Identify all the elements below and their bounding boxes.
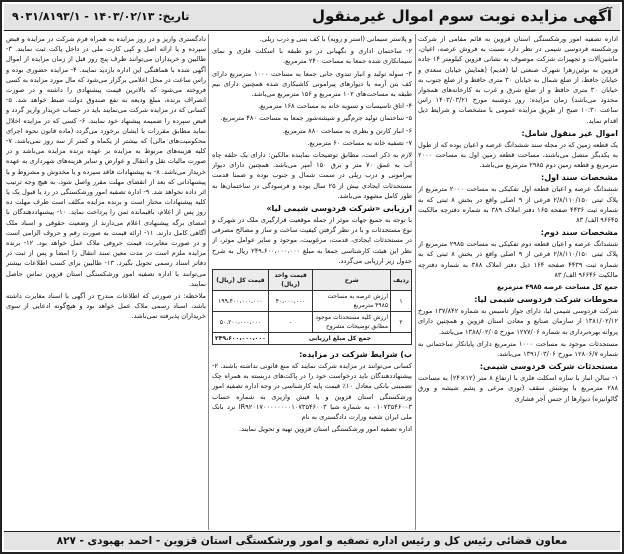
paragraph: ۲- ساختمان اداری و نگهبانی در دو طبقه با اسکلت فلزی و نمای سیمانکاری شده جمعا به مساحت ۲۴۰ مترمربع. — [212, 47, 412, 66]
section-heading: اموال غیر منقول شامل: — [521, 128, 618, 138]
section-heading: مشخصات سند اول: — [541, 173, 618, 183]
paragraph: اداره تصفیه امور ورشکستگی استان قزوین تهیه و تحویل نمایند. — [239, 425, 412, 434]
paragraph: مستحدثات موجود به مساحت ۱۰۰۰ مترمربع دارای پایانکار ساختمانی به شماره ۱۲۸۰۶/۷ مورخ ۱۳۹۱/۰۳/۰۶ می‌باشد. — [418, 339, 618, 359]
paragraph: ۳- سوله تولید و انبار تندوی جانی جمعا به مساحت ۱۰۰۰ مترمربع دارای کف بتن آرمه با دیوارهای پیرامونی کاشیکاری شده همچنین دارای نیم طبقه به مساحت‌های ۱۰۲ مترمربع و ۱۵۶ مترمربع می‌باشد. — [212, 69, 412, 99]
intro-paragraph: اداره تصفیه امور ورشکستگی استان قزوین به قائم مقامی از شرکت ورشکسته فردوسی شیمی در نظر دارد نسبت به فروش عرصه، اعیان، ماشین‌آلات و تجهیزات شرکت موصوف به نشانی قزوین کیلومتر ۱۴ جاده قزوین به بوئین‌زهرا شهرک صنعتی لیا (قدیم) (همایش خیابان سعدی و خیابان حافظ، از ضلع شمال به خیابان ۳۰ متری حافظ و از ضلع جنوب به خیابان ۳۰ متری حافظ و از ضلع شرق و غرب به کارخانه‌های همجوار محدود می‌باشد) زمان مزایده: روز دوشنبه مورخ ۱۴۰۳/۰۳/۲۱ راس ساعت ۱۰:۳۰ صبح از طریق مزایده عمومی با مشخصات و شرایط ذیل اقدام نماید. — [418, 35, 618, 125]
column-header: قیمت واحد (ریال) — [268, 270, 313, 291]
sum-label: جمع کل مبلغ ارزیابی — [268, 333, 411, 345]
notice-title: آگهی مزایده نوبت سوم اموال غیرمنقول — [312, 7, 612, 25]
column-divider — [208, 34, 209, 530]
notice-footer: معاون قضائی رئیس کل و رئیس اداره تصفیه و امور ورشکستگی استان قزوین - احمد بهبودی - ۸۲۷ — [4, 531, 620, 550]
paragraph: ۶- انبار کارتن و بطری به مساحت ۸۸۰ مترمربع. — [282, 126, 412, 135]
column-header: ردیف — [391, 270, 412, 291]
middle-column — [212, 34, 412, 530]
table-cell: ارزش کلیه مستحدثات موجود مطابق توضیحات مشروح — [313, 312, 391, 333]
paragraph: ملاحظه: در صورتی که اطلاعات مندرج در آگهی با اسناد مغایرت داشته باشد، اسناد رسمی ملاک عمل خواهد بود و هیچ‌گونه ادعایی از سوی خریداران پذیرفته نمی‌باشد. — [6, 292, 206, 321]
table-row — [213, 312, 412, 333]
paragraph: با توجه به جمیع جهات موثر از جمله موقعیت قرارگیری ملک در شهرک و نوع مستحدثات و با در نظر گرفتن کیفیت ساخت و ساز و مصالح مصرفی در مستحدثات ایجادی، قدمت، مرغوبیت، موجود و سایر عوامل موثر، از نظر این هیئت کارشناسی جمعا به مبلغ ۲۴۹،۶۰۰،۰۰۰،۰۰۰ ریال به شرح جدول زیر ارزیابی می‌گردد. — [212, 216, 412, 265]
paragraph: یک قطعه زمین که در مجله سند ششدانگ عرصه و اعیان بوده که از طول به یکدیگر متصل می‌باشند، مساحت قطعه زمین اول به مساحت ۲۰۰۰ مترمربع و قطعه زمین دوم ۲۹۸۵ مترمربع می‌باشد. — [418, 140, 618, 170]
paragraph: ششدانگ عرصه و اعیان قطعه اول تفکیکی به مساحت ۲۰۰۰ مترمربع از پلاک ثبتی ۲/۸/۱۱۰/۱۵۰ فرعی از ۹ اصلی واقع در بخش ۸ ثبتی که به شماره ثبت ۴۴۳۶ صفحه ۱۶۵ دفتر املاک ۳۸۹ به شماره دفترچه مالکیت ۹۶۶۴۵ الف/ ۸۳ — [418, 185, 618, 225]
section-heading: مشخصات سند دوم: — [540, 228, 618, 238]
paragraph: جمع کل مساحت عرصه ۴۹۸۵ مترمربع — [496, 283, 618, 292]
paragraph: ۵- ساختمان تولید جرم‌گیر و شیشه‌شور جمعا به مساحت ۴۸۰ مترمربع. — [220, 114, 412, 123]
table-cell: - — [268, 312, 313, 333]
paragraph: لازم به ذکر است، مطابق توضیحات نماینده مالکین: دارای یک حلقه چاه آب به عمق ۷۰ متر و برق ۱۵۰ آمپر می‌باشد. همچنین دارای دیوار پیرامونی و درب ریلی در سمت شمال و جنوب بوده و ضمنا قدمت مستحدثات ایجادی بیش از ۲۵ سال بوده و فرسودگی در ساختمان‌ها به طور کامل مشهود می‌باشد. — [212, 151, 412, 200]
paragraph: ششدانگ عرصه و اعیان قطعه دوم تفکیکی به مساحت ۲۹۸۵ مترمربع از پلاک ثبتی ۲/۸/۱۱۰/۱۵۰ فرعی از ۹ اصلی واقع در بخش ۸ ثبتی که به شماره ثبت ۴۴۳۹ صفحه ۱۶۴ ذیل دفتر املاک ۳۸۸ به شماره دفترچه مالکیت ۹۶۶۴۶ الف/ ۸۳ — [418, 240, 618, 279]
section-heading: محوطات شرکت فردوسی شیمی لیا: — [474, 295, 618, 305]
paragraph: ۷- تصفیه خانه به مساحت ۶۰ مترمربع. — [307, 138, 412, 147]
notice-header — [4, 4, 620, 31]
notice-date: تاریخ: ۱۴۰۳/۰۲/۱۳ - ۹۰۳۱/۸۱۹۳/۱ — [12, 10, 190, 23]
paragraph: کسانی می‌توانند در مزایده شرکت نمایند که منع قانونی نداشته باشند. ۲- پیشنهاددهندگان باید درخواست خود را در پاکت‌های دربسته به همراه چک تضمینی بانکی معادل ۱۰٪ قیمت پایه کارشناسی در وجه اداره تصفیه امور ورشکستگی استان قزوین و یا فیش واریزی به شماره حساب ۰۱۰۷۳۵۴۶۰۰۳ به شماره شبا IR۹۲۰۱۷۰۰۰۰۰۰۰۰۱۰۷۳۵۴۶۰۰۳ نزد بانک ملی ایران شعبه وزارت دادگستری به نام — [212, 362, 412, 422]
paragraph: و پلاستر سیمانی (استر و رویه) با کف بتنی و درب ریلی. — [259, 35, 412, 43]
valuation-table — [212, 269, 412, 345]
table-cell: ۱۹۹،۴۰۰،۰۰۰،۰۰۰ — [213, 291, 269, 312]
right-column — [418, 34, 618, 530]
table-cell: ۲ — [391, 312, 412, 333]
table-cell: ارزش عرصه به مساحت ۴۹۸۵ مترمربع — [313, 291, 391, 312]
column-header: قیمت کل (ریال) — [213, 270, 269, 291]
section-heading: ب) شرایط شرکت در مزایده: — [299, 350, 412, 360]
table-cell: ۴۰،۰۰۰،۰۰۰ — [268, 291, 313, 312]
paragraph: ۴- اتاق تاسیسات و تسویه خانه به مساحت ۱۶۸ مترمربع. — [258, 102, 412, 111]
column-header: شرح — [313, 270, 391, 291]
table-cell: ۵۰،۲۰۰،۰۰۰،۰۰۰ — [213, 312, 269, 333]
table-cell: ۱ — [391, 291, 412, 312]
sum-value: ۲۴۹،۶۰۰،۰۰۰،۰۰۰ — [213, 333, 269, 345]
column-divider — [415, 34, 416, 530]
section-heading: ارزیابی «شرکت فردوسی شیمی لیا» — [266, 204, 412, 214]
paragraph: ۱- سالن انبار با سازه اسکلت فلزی با ارتفاع ۸ متر (۱۲×۲۴) به مساحت ۲۸۸ مترمربع با پوشش سقف (توری مرغی و پشم شیشه و ورق گالوانیزه) دیوارها از جنس آجر فشاری — [418, 374, 618, 403]
notice-body — [6, 34, 618, 530]
table-sum-row — [213, 333, 412, 345]
paragraph: شرکت فردوسی شیمی لیا، دارای جواز تاسیس به شماره ۱۳۷/۸۴۲ مورخ ۱۳۸۱/۰۲/۱۲ از سازمان صنایع و معادن استان قزوین و همچنین دارای پروانه بهره‌برداری به شماره ۱۲۷۷/۰۶ مورخ ۱۳۸۸/۰۲/۰۵ می‌باشد. — [418, 307, 618, 336]
table-header-row — [213, 270, 412, 291]
section-heading: مستحدثات شرکت فردوسی شیمی: — [479, 362, 618, 372]
left-column — [6, 34, 206, 530]
paragraph: دادگستری واریز و در روز مزایده به همراه فرم شرکت در مزایده و قبض سپرده و یا ارائه اصل و کپی کارت ملی در داخل پاکت ثبت نمایند. ۳- طالبین و خریداران می‌توانند ظرف پنج روز قبل از زمان مزایده از اموال آگهی شده با هماهنگی این اداره بازدید نمایند. ۴- مزایده حضوری بوده و راس ساعت در محل اعلامی برگزار می‌شود که مال مورد مزایده به کسی فروخته می‌شود که بالاترین قیمت پیشنهادی را داشته و در صورت انصراف برنده، مبلغ ودیعه به نفع صندوق دولت ضبط خواهد شد. ۵- کسانی که در مزایده شرکت می‌نمایند باید در حساب خریدار واریز گردد و قبض سپرده را ضمیمه پیشنهاد خود نمایند. ۶- کسی که در مزایده اخلال نماید مطابق مقررات با ایشان برخورد می‌گردد (ماده قانون نحوه اجرای محکومیت‌های مالی) که بیشتر از یکماه و کمتر از سه روز نمی‌باشد. ۷- کلیه هزینه‌های مربوط به مزایده بر عهده برنده مزایده می‌باشد و در صورت مالیات نقل و انتقال و عوارض و سایر هزینه‌های شهرداری به عهده خریدار می‌باشد. ۸- به پیشنهادات فاقد سپرده و یا مخدوش و مشروط و یا پیشنهاداتی که بعد از انقضای مهلت مقرر واصل شود، به هیچ وجه ترتیب اثر داده نخواهد شد. ۹- اداره تصفیه امور ورشکستگی در رد یا قبول یک یا کلیه پیشنهادات مختار است و برنده مزایده مکلف است ظرف مهلت ده روز پس از اعلام، باقیمانده ثمن را پرداخت نماید. ۱۰- پیشنهاددهندگان با امضای برگه پیشنهادی اعلام می‌دارند از وضعیت حقوقی و اسناد ملک آگاهی کامل دارند. ۱۱- ارائه قیمت به صورت رقم و حروف الزامی است و در صورت مغایرت، قیمت حروفی ملاک عمل خواهد بود. ۱۲- برنده مزایده ملزم است در مدت معین سند انتقال را امضا و پس از ثبت در دفاتر اسناد رسمی تحویل بگیرد. ۱۳- طالبین برای کسب اطلاعات بیشتر می‌توانند با اداره تصفیه امور ورشکستگی استان قزوین تماس حاصل نمایند. — [6, 35, 206, 288]
table-row — [213, 291, 412, 312]
